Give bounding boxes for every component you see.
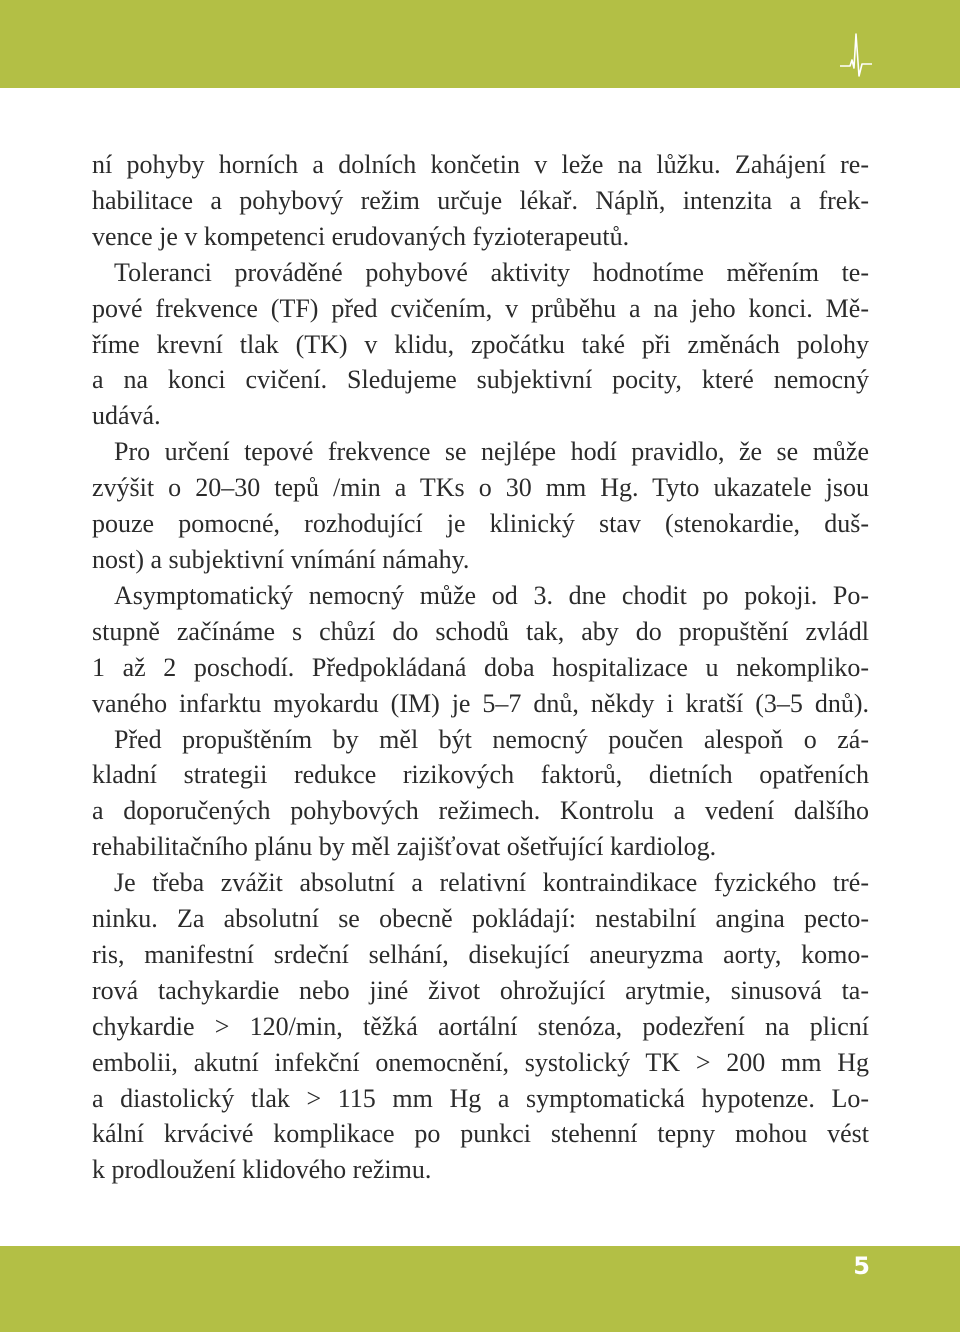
text-line: kladní strategii redukce rizikových faktorů, dietních opatřeních [92,760,869,790]
text-line: ris, manifestní srdeční selhání, disekující aneuryzma aorty, komo- [92,939,869,969]
text-line: ní pohyby horních a dolních končetin v leže na lůžku. Zahájení re- [92,150,869,179]
header-band [0,0,960,88]
text-line: pouze pomocné, rozhodující je klinický stav (stenokardie, duš- [92,509,869,539]
text-line: Je třeba zvážit absolutní a relativní kontraindikace fyzického tré- [114,868,869,898]
text-line: ninku. Za absolutní se obecně pokládají: nestabilní angina pecto- [92,904,869,934]
text-line: zvýšit o 20–30 tepů /min a TKs o 30 mm Hg. Tyto ukazatele jsou [92,473,869,503]
text-line: vence je v kompetenci erudovaných fyzioterapeutů. [92,221,630,251]
text-line: pové frekvence (TF) před cvičením, v průběhu a na jeho konci. Mě- [92,293,869,323]
footer-band [0,1246,960,1332]
text-line: udává. [92,401,161,431]
page-number: 5 [853,1252,870,1280]
text-line: 1 až 2 poschodí. Předpokládaná doba hospitalizace u nekompliko- [92,652,869,682]
text-line: Pro určení tepové frekvence se nejlépe hodí pravidlo, že se může [114,437,869,467]
text-line: a na konci cvičení. Sledujeme subjektivní pocity, které nemocný [92,365,869,395]
text-line: vaného infarktu myokardu (IM) je 5–7 dnů, někdy i kratší (3–5 dnů). [92,688,869,718]
text-line: a doporučených pohybových režimech. Kontrolu a vedení dalšího [92,796,869,826]
text-line: chykardie > 120/min, těžká aortální stenóza, podezření na plicní [92,1011,869,1041]
text-line: Před propuštěním by měl být nemocný poučen alespoň o zá- [114,724,869,754]
text-line: říme krevní tlak (TK) v klidu, zpočátku také při změnách polohy [92,329,869,359]
text-line: kální krvácivé komplikace po punkci stehenní tepny mohou vést [92,1119,869,1149]
text-line: Asymptomatický nemocný může od 3. dne chodit po pokoji. Po- [114,580,869,610]
text-line: a diastolický tlak > 115 mm Hg a symptomatická hypotenze. Lo- [92,1083,869,1113]
text-line: nost) a subjektivní vnímání námahy. [92,544,470,574]
text-line: habilitace a pohybový režim určuje lékař. Náplň, intenzita a frek- [92,185,869,215]
ecg-heartbeat-icon [838,30,874,80]
text-line: Toleranci prováděné pohybové aktivity hodnotíme měřením te- [114,257,869,287]
text-line: embolii, akutní infekční onemocnění, systolický TK > 200 mm Hg [92,1047,869,1077]
body-text [92,147,869,1188]
text-line: stupně začínáme s chůzí do schodů tak, aby do propuštění zvládl [92,616,869,646]
text-line: k prodloužení klidového režimu. [92,1155,432,1185]
text-line: rová tachykardie nebo jiné život ohrožující arytmie, sinusová ta- [92,975,869,1005]
text-line: rehabilitačního plánu by měl zajišťovat ošetřující kardiolog. [92,832,717,862]
